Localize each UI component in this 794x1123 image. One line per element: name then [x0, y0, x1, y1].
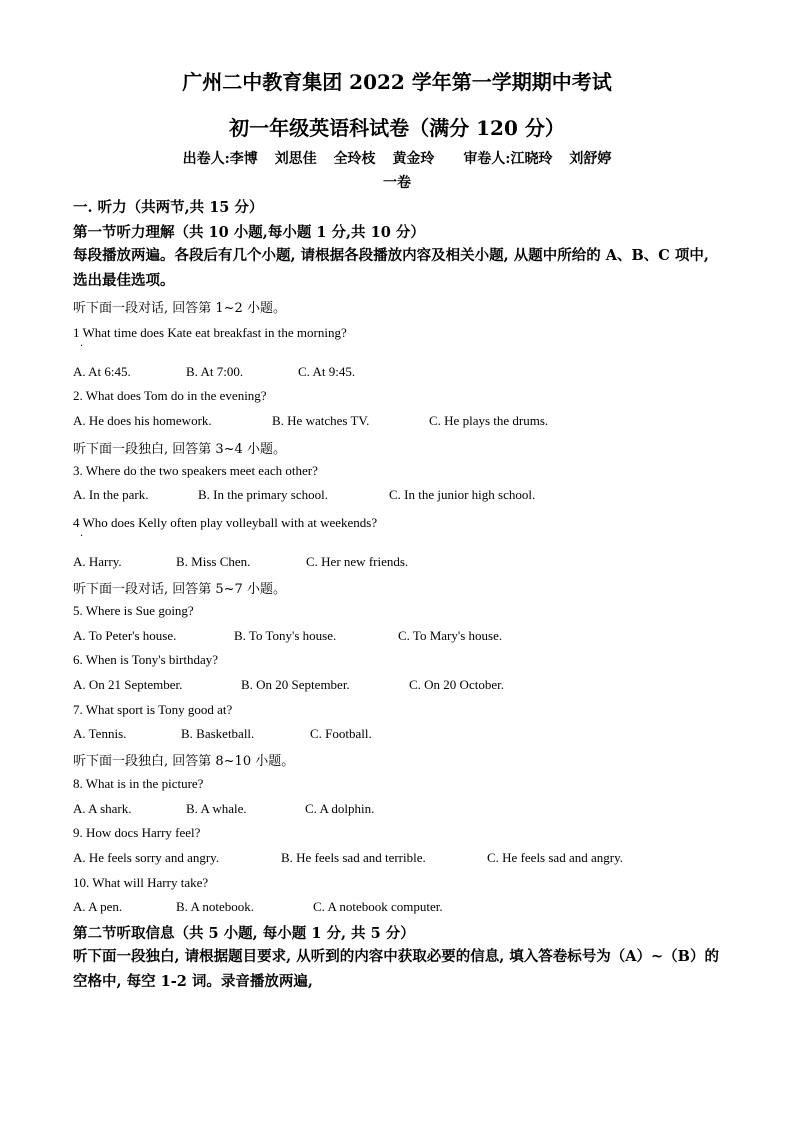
author-line — [0, 148, 794, 168]
q8-option-a: A. A shark. — [73, 801, 132, 816]
q9-option-b: B. He feels sad and terrible. — [281, 850, 426, 865]
q3-option-b: B. In the primary school. — [198, 487, 328, 502]
group-instruction: 听下面一段独白, 回答第 8~10 小题。 — [73, 754, 295, 769]
q6-option-a: A. On 21 September. — [73, 677, 183, 692]
q5-option-c: C. To Mary's house. — [398, 628, 503, 643]
part2-heading: 第二节听取信息（共 5 小题, 每小题 1 分, 共 5 分） — [73, 925, 415, 942]
q7-option-a: A. Tennis. — [73, 726, 127, 741]
question-10: 10. What will Harry take? — [73, 875, 209, 890]
q6-option-b: B. On 20 September. — [241, 677, 350, 692]
setter-name: 黄金玲 — [392, 151, 435, 167]
reviewer-name: 刘舒婷 — [569, 151, 612, 167]
q4-option-a: A. Harry. — [73, 554, 122, 569]
q4-option-c: C. Her new friends. — [306, 554, 409, 569]
q9-option-c: C. He feels sad and angry. — [487, 850, 623, 865]
stray-mark: · — [80, 341, 84, 352]
q8-option-b: B. A whale. — [186, 801, 247, 816]
paper-title: 初一年级英语科试卷（满分 120 分） — [229, 116, 565, 140]
question-2: 2. What does Tom do in the evening? — [73, 388, 267, 403]
question-7: 7. What sport is Tony good at? — [73, 702, 233, 717]
setter-name: 全玲枝 — [333, 151, 376, 167]
q2-option-a: A. He does his homework. — [73, 413, 212, 428]
question-9: 9. How docs Harry feel? — [73, 825, 201, 840]
reviewer-name: 审卷人:江晓玲 — [463, 151, 553, 167]
q4-option-b: B. Miss Chen. — [176, 554, 251, 569]
group-instruction: 听下面一段对话, 回答第 5~7 小题。 — [73, 582, 286, 597]
volume-label: 一卷 — [383, 175, 411, 191]
q1-option-a: A. At 6:45. — [73, 364, 131, 379]
q3-option-c: C. In the junior high school. — [389, 487, 536, 502]
group-instruction: 听下面一段独白, 回答第 3~4 小题。 — [73, 442, 286, 457]
question-4: 4 Who does Kelly often play volleyball with at weekends? — [73, 515, 378, 530]
setter-name: 出卷人:李博 — [182, 151, 258, 167]
q6-option-c: C. On 20 October. — [409, 677, 504, 692]
part2-instructions: 听下面一段独白, 请根据题目要求, 从听到的内容中获取必要的信息, 填入答卷标号为（A）~（B）的空格中, 每空 1-2 词。录音播放两遍, — [73, 948, 719, 990]
q7-option-c: C. Football. — [310, 726, 372, 741]
part1-instructions: 每段播放两遍。各段后有几个小题, 请根据各段播放内容及相关小题, 从题中所给的 A、B、C 项中, 选出最佳选项。 — [73, 247, 709, 289]
question-5: 5. Where is Sue going? — [73, 603, 194, 618]
question-1: 1 What time does Kate eat breakfast in the morning? — [73, 325, 347, 340]
question-6: 6. When is Tony's birthday? — [73, 652, 219, 667]
question-3: 3. Where do the two speakers meet each other? — [73, 463, 318, 478]
part1-heading: 第一节听力理解（共 10 小题,每小题 1 分,共 10 分） — [73, 224, 425, 241]
q10-option-b: B. A notebook. — [176, 899, 255, 914]
group-instruction: 听下面一段对话, 回答第 1~2 小题。 — [73, 301, 286, 316]
q2-option-c: C. He plays the drums. — [429, 413, 549, 428]
q5-option-a: A. To Peter's house. — [73, 628, 177, 643]
q2-option-b: B. He watches TV. — [272, 413, 370, 428]
q10-option-c: C. A notebook computer. — [313, 899, 443, 914]
q8-option-c: C. A dolphin. — [305, 801, 375, 816]
exam-title: 广州二中教育集团 2022 学年第一学期期中考试 — [182, 70, 612, 94]
q1-option-b: B. At 7:00. — [186, 364, 244, 379]
q9-option-a: A. He feels sorry and angry. — [73, 850, 220, 865]
setter-name: 刘思佳 — [274, 151, 317, 167]
q7-option-b: B. Basketball. — [181, 726, 255, 741]
question-8: 8. What is in the picture? — [73, 776, 204, 791]
q10-option-a: A. A pen. — [73, 899, 123, 914]
q1-option-c: C. At 9:45. — [298, 364, 356, 379]
q3-option-a: A. In the park. — [73, 487, 149, 502]
q5-option-b: B. To Tony's house. — [234, 628, 337, 643]
stray-mark: · — [80, 531, 84, 542]
section-heading: 一. 听力（共两节,共 15 分） — [73, 199, 264, 216]
